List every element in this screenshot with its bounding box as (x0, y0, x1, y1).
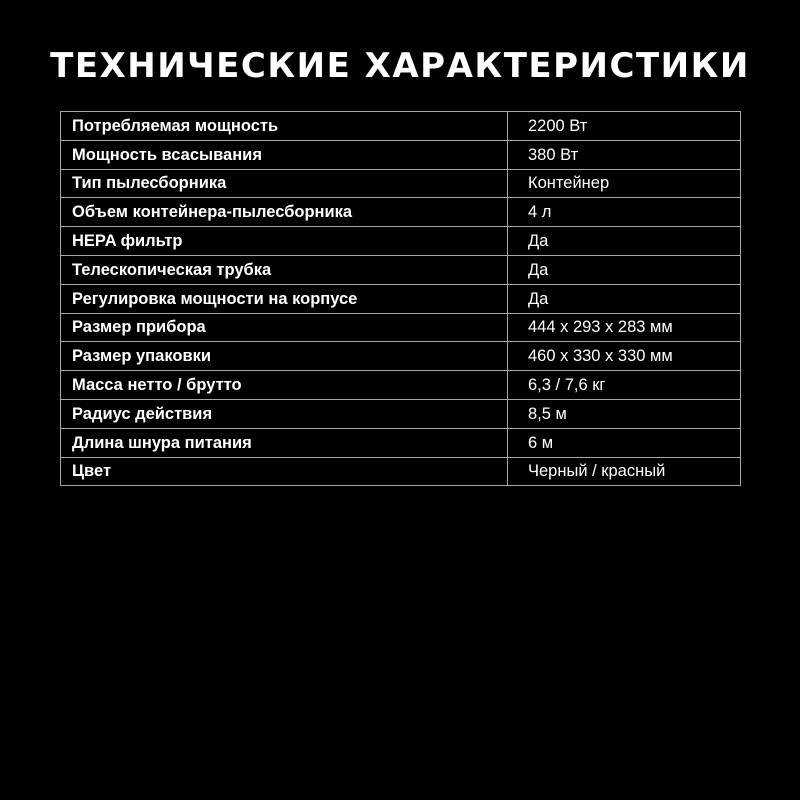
spec-name-hepa-filter: HEPA фильтр (61, 227, 508, 256)
spec-value-dust-collector-type: Контейнер (508, 169, 741, 198)
specifications-table (60, 111, 741, 486)
table-row (61, 255, 741, 284)
spec-name-power-consumption: Потребляемая мощность (61, 112, 508, 141)
spec-name-cord-length: Длина шнура питания (61, 428, 508, 457)
spec-name-suction-power: Мощность всасывания (61, 140, 508, 169)
spec-name-container-volume: Объем контейнера-пылесборника (61, 198, 508, 227)
table-row (61, 342, 741, 371)
spec-name-range: Радиус действия (61, 399, 508, 428)
table-row (61, 457, 741, 486)
table-row (61, 198, 741, 227)
table-row (61, 140, 741, 169)
spec-name-telescopic-tube: Телескопическая трубка (61, 255, 508, 284)
table-row (61, 428, 741, 457)
spec-value-suction-power: 380 Вт (508, 140, 741, 169)
spec-name-power-control: Регулировка мощности на корпусе (61, 284, 508, 313)
table-row (61, 313, 741, 342)
spec-value-package-size: 460 x 330 x 330 мм (508, 342, 741, 371)
spec-value-weight: 6,3 / 7,6 кг (508, 371, 741, 400)
spec-value-cord-length: 6 м (508, 428, 741, 457)
spec-value-container-volume: 4 л (508, 198, 741, 227)
spec-value-hepa-filter: Да (508, 227, 741, 256)
spec-value-color: Черный / красный (508, 457, 741, 486)
spec-name-weight: Масса нетто / брутто (61, 371, 508, 400)
table-row (61, 169, 741, 198)
spec-name-package-size: Размер упаковки (61, 342, 508, 371)
page-title: ТЕХНИЧЕСКИЕ ХАРАКТЕРИСТИКИ (50, 46, 750, 86)
spec-value-power-consumption: 2200 Вт (508, 112, 741, 141)
spec-value-telescopic-tube: Да (508, 255, 741, 284)
table-row (61, 112, 741, 141)
spec-name-device-size: Размер прибора (61, 313, 508, 342)
table-row (61, 284, 741, 313)
spec-name-color: Цвет (61, 457, 508, 486)
spec-value-device-size: 444 x 293 x 283 мм (508, 313, 741, 342)
spec-name-dust-collector-type: Тип пылесборника (61, 169, 508, 198)
spec-value-power-control: Да (508, 284, 741, 313)
table-row (61, 399, 741, 428)
spec-value-range: 8,5 м (508, 399, 741, 428)
table-row (61, 227, 741, 256)
table-row (61, 371, 741, 400)
